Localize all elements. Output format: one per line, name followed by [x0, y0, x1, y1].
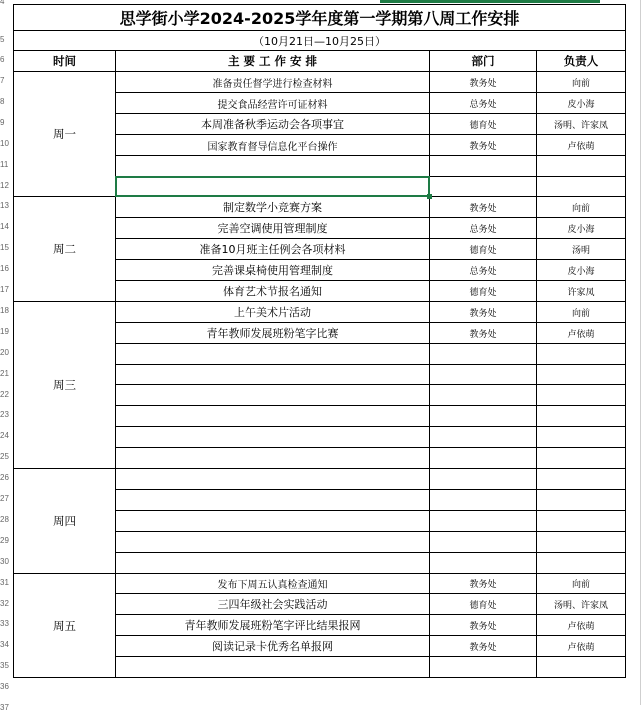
task-cell[interactable] [116, 469, 429, 489]
department-cell[interactable]: 教务处 [469, 642, 497, 653]
responsible-cell[interactable] [537, 406, 625, 426]
task-cell[interactable]: 青年教师发展班粉笔字评比结果报网 [184, 619, 361, 632]
row-number[interactable]: 32 [0, 598, 9, 608]
header-time[interactable]: 时间 [53, 54, 76, 68]
row-number[interactable]: 12 [0, 180, 9, 190]
department-cell[interactable] [430, 385, 536, 405]
row-number[interactable]: 29 [0, 535, 9, 545]
row-number[interactable]: 13 [0, 201, 9, 211]
row-number[interactable]: 31 [0, 577, 9, 587]
task-cell[interactable] [116, 344, 429, 364]
row-number[interactable]: 37 [0, 703, 9, 712]
sheet-title[interactable]: 思学街小学2024-2025学年度第一学期第八周工作安排 [119, 9, 520, 28]
row-number[interactable]: 23 [0, 410, 9, 420]
row-number[interactable]: 4 [0, 0, 5, 6]
row-number[interactable]: 5 [0, 35, 5, 44]
responsible-cell[interactable] [537, 553, 625, 573]
day-label[interactable]: 周四 [53, 514, 76, 528]
responsible-cell[interactable]: 许家凤 [567, 287, 595, 298]
responsible-cell[interactable] [537, 156, 625, 176]
task-cell[interactable]: 本周准备秋季运动会各项事宜 [201, 118, 344, 131]
department-cell[interactable]: 总务处 [469, 266, 497, 277]
task-cell[interactable] [116, 385, 429, 405]
responsible-cell[interactable]: 汤明 [571, 245, 590, 256]
day-label[interactable]: 周三 [53, 378, 76, 392]
responsible-cell[interactable]: 卢依萌 [567, 141, 595, 152]
task-cell[interactable]: 提交食品经营许可证材料 [217, 99, 328, 111]
responsible-cell[interactable]: 汤明、许家凤 [553, 120, 608, 131]
row-number[interactable]: 28 [0, 514, 9, 524]
department-cell[interactable]: 德育处 [469, 120, 497, 131]
table-right-border [625, 4, 626, 678]
day-label[interactable]: 周一 [53, 127, 76, 141]
row-number[interactable]: 30 [0, 556, 9, 566]
task-cell[interactable] [116, 406, 429, 426]
responsible-cell[interactable]: 向前 [571, 580, 590, 590]
department-cell[interactable]: 德育处 [469, 245, 497, 256]
department-cell[interactable]: 德育处 [469, 287, 497, 298]
row-number[interactable]: 20 [0, 347, 9, 357]
responsible-cell[interactable]: 皮小海 [567, 266, 595, 277]
row-number[interactable]: 7 [0, 76, 5, 85]
task-cell[interactable]: 上午美术片活动 [234, 306, 311, 319]
responsible-cell[interactable] [537, 365, 625, 384]
responsible-cell[interactable] [537, 427, 625, 447]
row-number[interactable]: 35 [0, 661, 9, 671]
row-number[interactable]: 10 [0, 138, 9, 148]
task-cell[interactable] [116, 427, 429, 447]
sheet-edge-line [640, 0, 641, 705]
row-number[interactable]: 26 [0, 473, 9, 483]
selected-cell[interactable] [115, 176, 430, 197]
responsible-cell[interactable] [537, 344, 625, 364]
row-number[interactable]: 16 [0, 264, 9, 274]
header-responsible[interactable]: 负责人 [563, 54, 599, 68]
date-range[interactable]: （10月21日—10月25日） [253, 34, 386, 48]
responsible-cell[interactable] [537, 177, 625, 196]
task-cell[interactable]: 青年教师发展班粉笔字比赛 [206, 327, 339, 340]
task-cell[interactable]: 制定数学小竞赛方案 [223, 201, 322, 214]
row-number[interactable]: 6 [0, 55, 5, 64]
department-cell[interactable] [430, 553, 536, 573]
row-number[interactable]: 8 [0, 96, 5, 106]
responsible-cell[interactable]: 卢依萌 [567, 642, 595, 653]
row-number[interactable]: 15 [0, 243, 9, 253]
task-cell[interactable] [116, 553, 429, 573]
fill-handle[interactable] [427, 194, 432, 199]
responsible-cell[interactable]: 汤明、许家凤 [553, 600, 608, 611]
department-cell[interactable] [430, 469, 536, 489]
task-cell[interactable] [116, 448, 429, 468]
department-cell[interactable]: 总务处 [469, 224, 497, 235]
department-cell[interactable] [430, 406, 536, 426]
row-number[interactable]: 25 [0, 452, 9, 462]
row-number[interactable]: 24 [0, 431, 9, 441]
row-number[interactable]: 14 [0, 222, 9, 232]
row-number[interactable]: 33 [0, 619, 9, 629]
task-cell[interactable] [116, 490, 429, 510]
department-cell[interactable] [430, 657, 536, 677]
responsible-cell[interactable]: 卢依萌 [567, 329, 595, 340]
row-number[interactable]: 36 [0, 682, 9, 692]
responsible-cell[interactable] [537, 657, 625, 677]
task-cell[interactable]: 三四年级社会实践活动 [217, 598, 328, 611]
department-cell[interactable] [430, 532, 536, 552]
task-cell[interactable]: 准备责任督学进行检查材料 [212, 78, 333, 90]
row-number[interactable]: 34 [0, 640, 9, 650]
department-cell[interactable]: 教务处 [469, 580, 497, 590]
responsible-cell[interactable]: 皮小海 [567, 224, 595, 235]
department-cell[interactable]: 教务处 [469, 621, 497, 632]
responsible-cell[interactable]: 向前 [571, 78, 590, 89]
responsible-cell[interactable]: 卢依萌 [567, 621, 595, 632]
row-number[interactable]: 18 [0, 305, 9, 315]
task-cell[interactable] [116, 657, 429, 677]
row-number[interactable]: 9 [0, 117, 5, 127]
column-selection-indicator [380, 0, 600, 3]
header-department[interactable]: 部门 [471, 54, 495, 68]
task-cell[interactable]: 准备10月班主任例会各项材料 [199, 243, 346, 256]
responsible-cell[interactable] [537, 532, 625, 552]
department-cell[interactable]: 教务处 [469, 78, 497, 89]
task-cell[interactable]: 完善空调使用管理制度 [217, 222, 328, 235]
department-cell[interactable] [430, 177, 536, 196]
task-cell[interactable]: 完善课桌椅使用管理制度 [212, 264, 333, 277]
task-cell[interactable]: 发布下周五认真检查通知 [217, 580, 328, 591]
department-cell[interactable] [430, 365, 536, 384]
department-cell[interactable] [430, 344, 536, 364]
day-border [13, 677, 116, 678]
task-cell[interactable]: 国家教育督导信息化平台操作 [207, 141, 338, 153]
responsible-cell[interactable] [537, 490, 625, 510]
responsible-cell[interactable] [537, 448, 625, 468]
row-number[interactable]: 27 [0, 494, 9, 503]
task-cell[interactable] [116, 511, 429, 531]
department-cell[interactable]: 德育处 [469, 600, 497, 611]
task-cell[interactable] [116, 156, 429, 176]
row-number[interactable]: 11 [0, 159, 9, 169]
department-cell[interactable]: 教务处 [469, 141, 497, 152]
responsible-cell[interactable]: 向前 [571, 308, 590, 319]
header-main-work[interactable]: 主 要 工 作 安 排 [227, 54, 318, 68]
department-cell[interactable] [430, 156, 536, 176]
task-cell[interactable]: 体育艺术节报名通知 [223, 285, 322, 298]
day-label[interactable]: 周五 [53, 618, 76, 633]
responsible-cell[interactable]: 向前 [571, 203, 590, 214]
task-cell[interactable]: 阅读记录卡优秀名单报网 [212, 640, 333, 653]
row-number[interactable]: 19 [0, 326, 9, 336]
task-cell[interactable] [116, 532, 429, 552]
responsible-cell[interactable] [537, 469, 625, 489]
department-cell[interactable] [430, 427, 536, 447]
responsible-cell[interactable] [537, 385, 625, 405]
department-cell[interactable] [430, 448, 536, 468]
department-cell[interactable]: 总务处 [469, 99, 497, 110]
task-cell[interactable] [116, 365, 429, 384]
responsible-cell[interactable] [537, 511, 625, 531]
department-cell[interactable]: 教务处 [469, 308, 497, 319]
row-border [115, 677, 626, 678]
department-cell[interactable]: 教务处 [469, 329, 497, 340]
row-number[interactable]: 17 [0, 285, 9, 294]
responsible-cell[interactable]: 皮小海 [567, 99, 595, 110]
department-cell[interactable] [430, 511, 536, 531]
row-number[interactable]: 22 [0, 389, 9, 399]
day-label[interactable]: 周二 [53, 242, 76, 256]
row-number[interactable]: 21 [0, 368, 9, 378]
department-cell[interactable]: 教务处 [469, 203, 497, 214]
department-cell[interactable] [430, 490, 536, 510]
